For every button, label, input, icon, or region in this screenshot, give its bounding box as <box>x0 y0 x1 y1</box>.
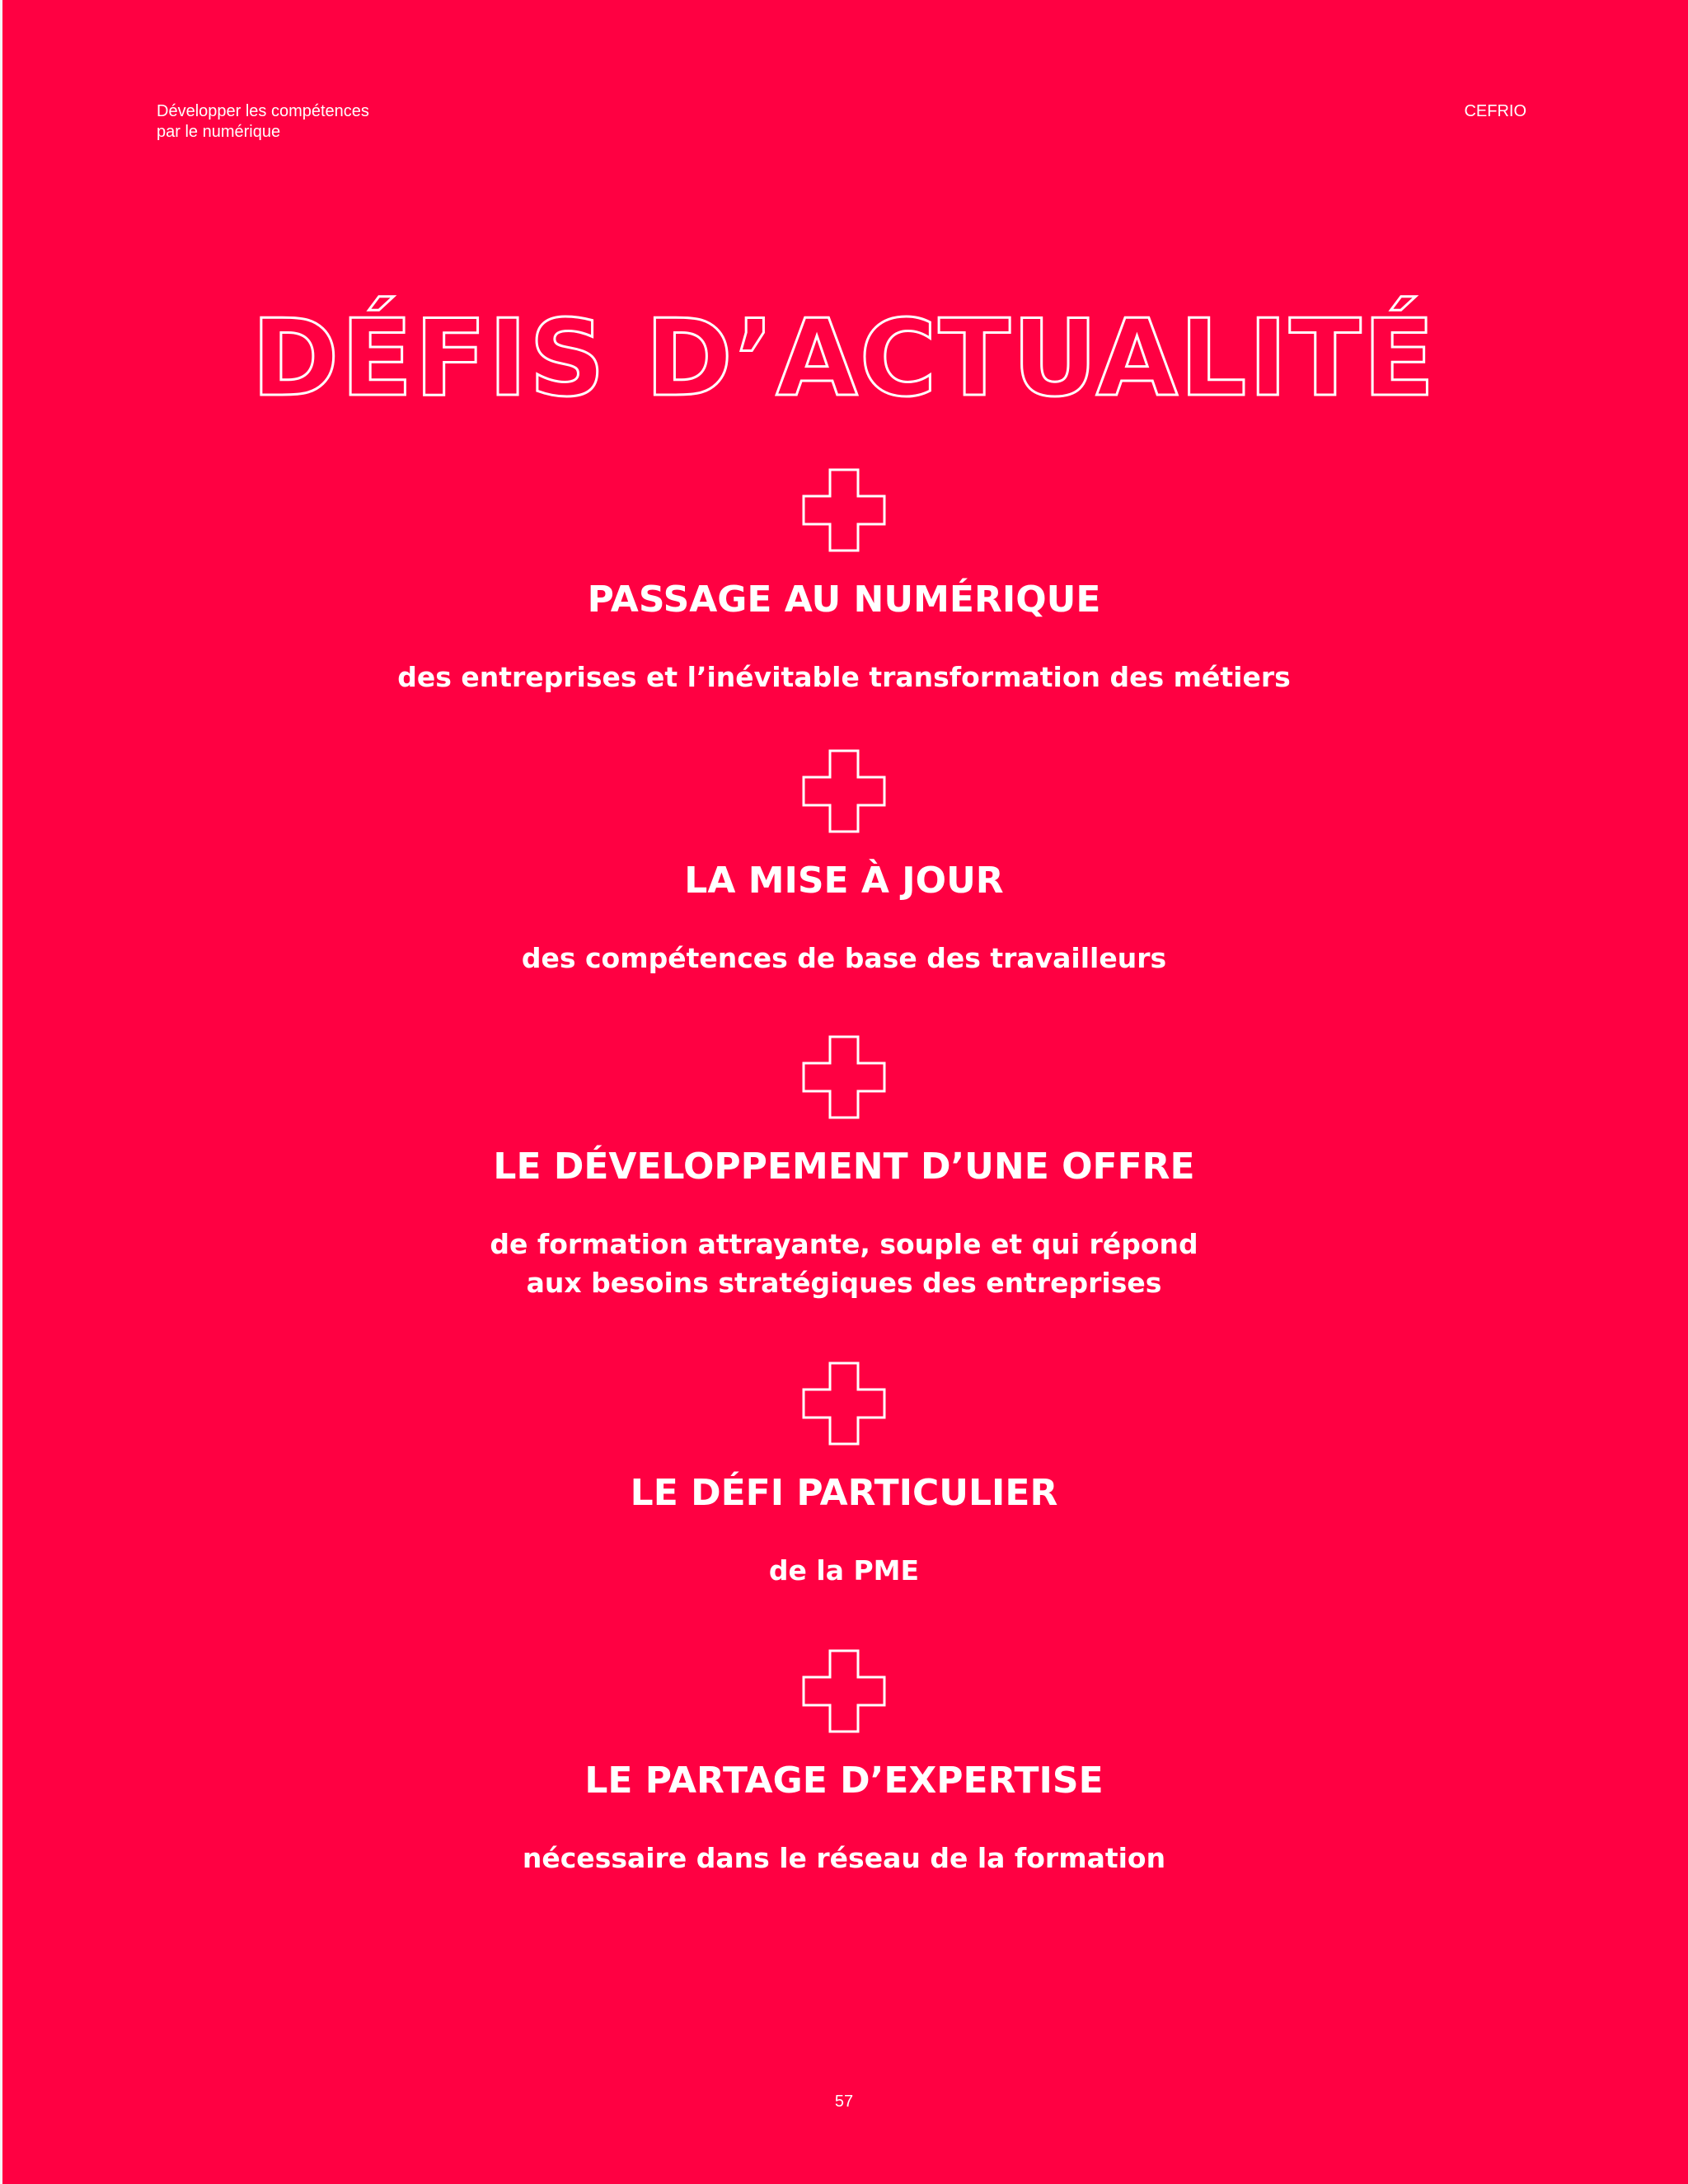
challenge-item-2 <box>0 749 1688 977</box>
challenge-heading: PASSAGE AU NUMÉRIQUE <box>587 579 1101 621</box>
running-header-right: CEFRIO <box>1464 102 1526 120</box>
challenge-heading: LE DÉFI PARTICULIER <box>630 1472 1058 1514</box>
plus-icon <box>802 1035 886 1119</box>
challenge-description: de formation attrayante, souple et qui répond aux besoins stratégiques des entreprises <box>490 1228 1198 1299</box>
plus-icon <box>802 749 886 833</box>
running-header-line-2: par le numérique <box>157 123 281 141</box>
challenge-description: des compétences de base des travailleurs <box>521 942 1167 974</box>
challenge-description: de la PME <box>768 1554 920 1586</box>
running-header-line-1: Développer les compétences <box>157 102 369 120</box>
challenge-item-4 <box>0 1361 1688 1590</box>
page-title: DÉFIS D’ACTUALITÉ <box>251 298 1437 420</box>
challenge-heading: LE DÉVELOPPEMENT D’UNE OFFRE <box>493 1146 1195 1188</box>
challenge-item-3 <box>0 1035 1688 1302</box>
challenge-item-5 <box>0 1649 1688 1877</box>
challenge-description: des entreprises et l’inévitable transformation des métiers <box>397 661 1291 693</box>
challenge-item-1 <box>0 468 1688 696</box>
plus-icon <box>802 468 886 552</box>
running-header-left <box>157 101 369 143</box>
challenge-heading: LE PARTAGE D’EXPERTISE <box>584 1760 1104 1802</box>
plus-icon <box>802 1649 886 1733</box>
challenge-description: nécessaire dans le réseau de la formation <box>522 1842 1166 1874</box>
challenge-heading: LA MISE À JOUR <box>684 860 1004 902</box>
page-number: 57 <box>834 2093 854 2111</box>
plus-icon <box>802 1361 886 1446</box>
